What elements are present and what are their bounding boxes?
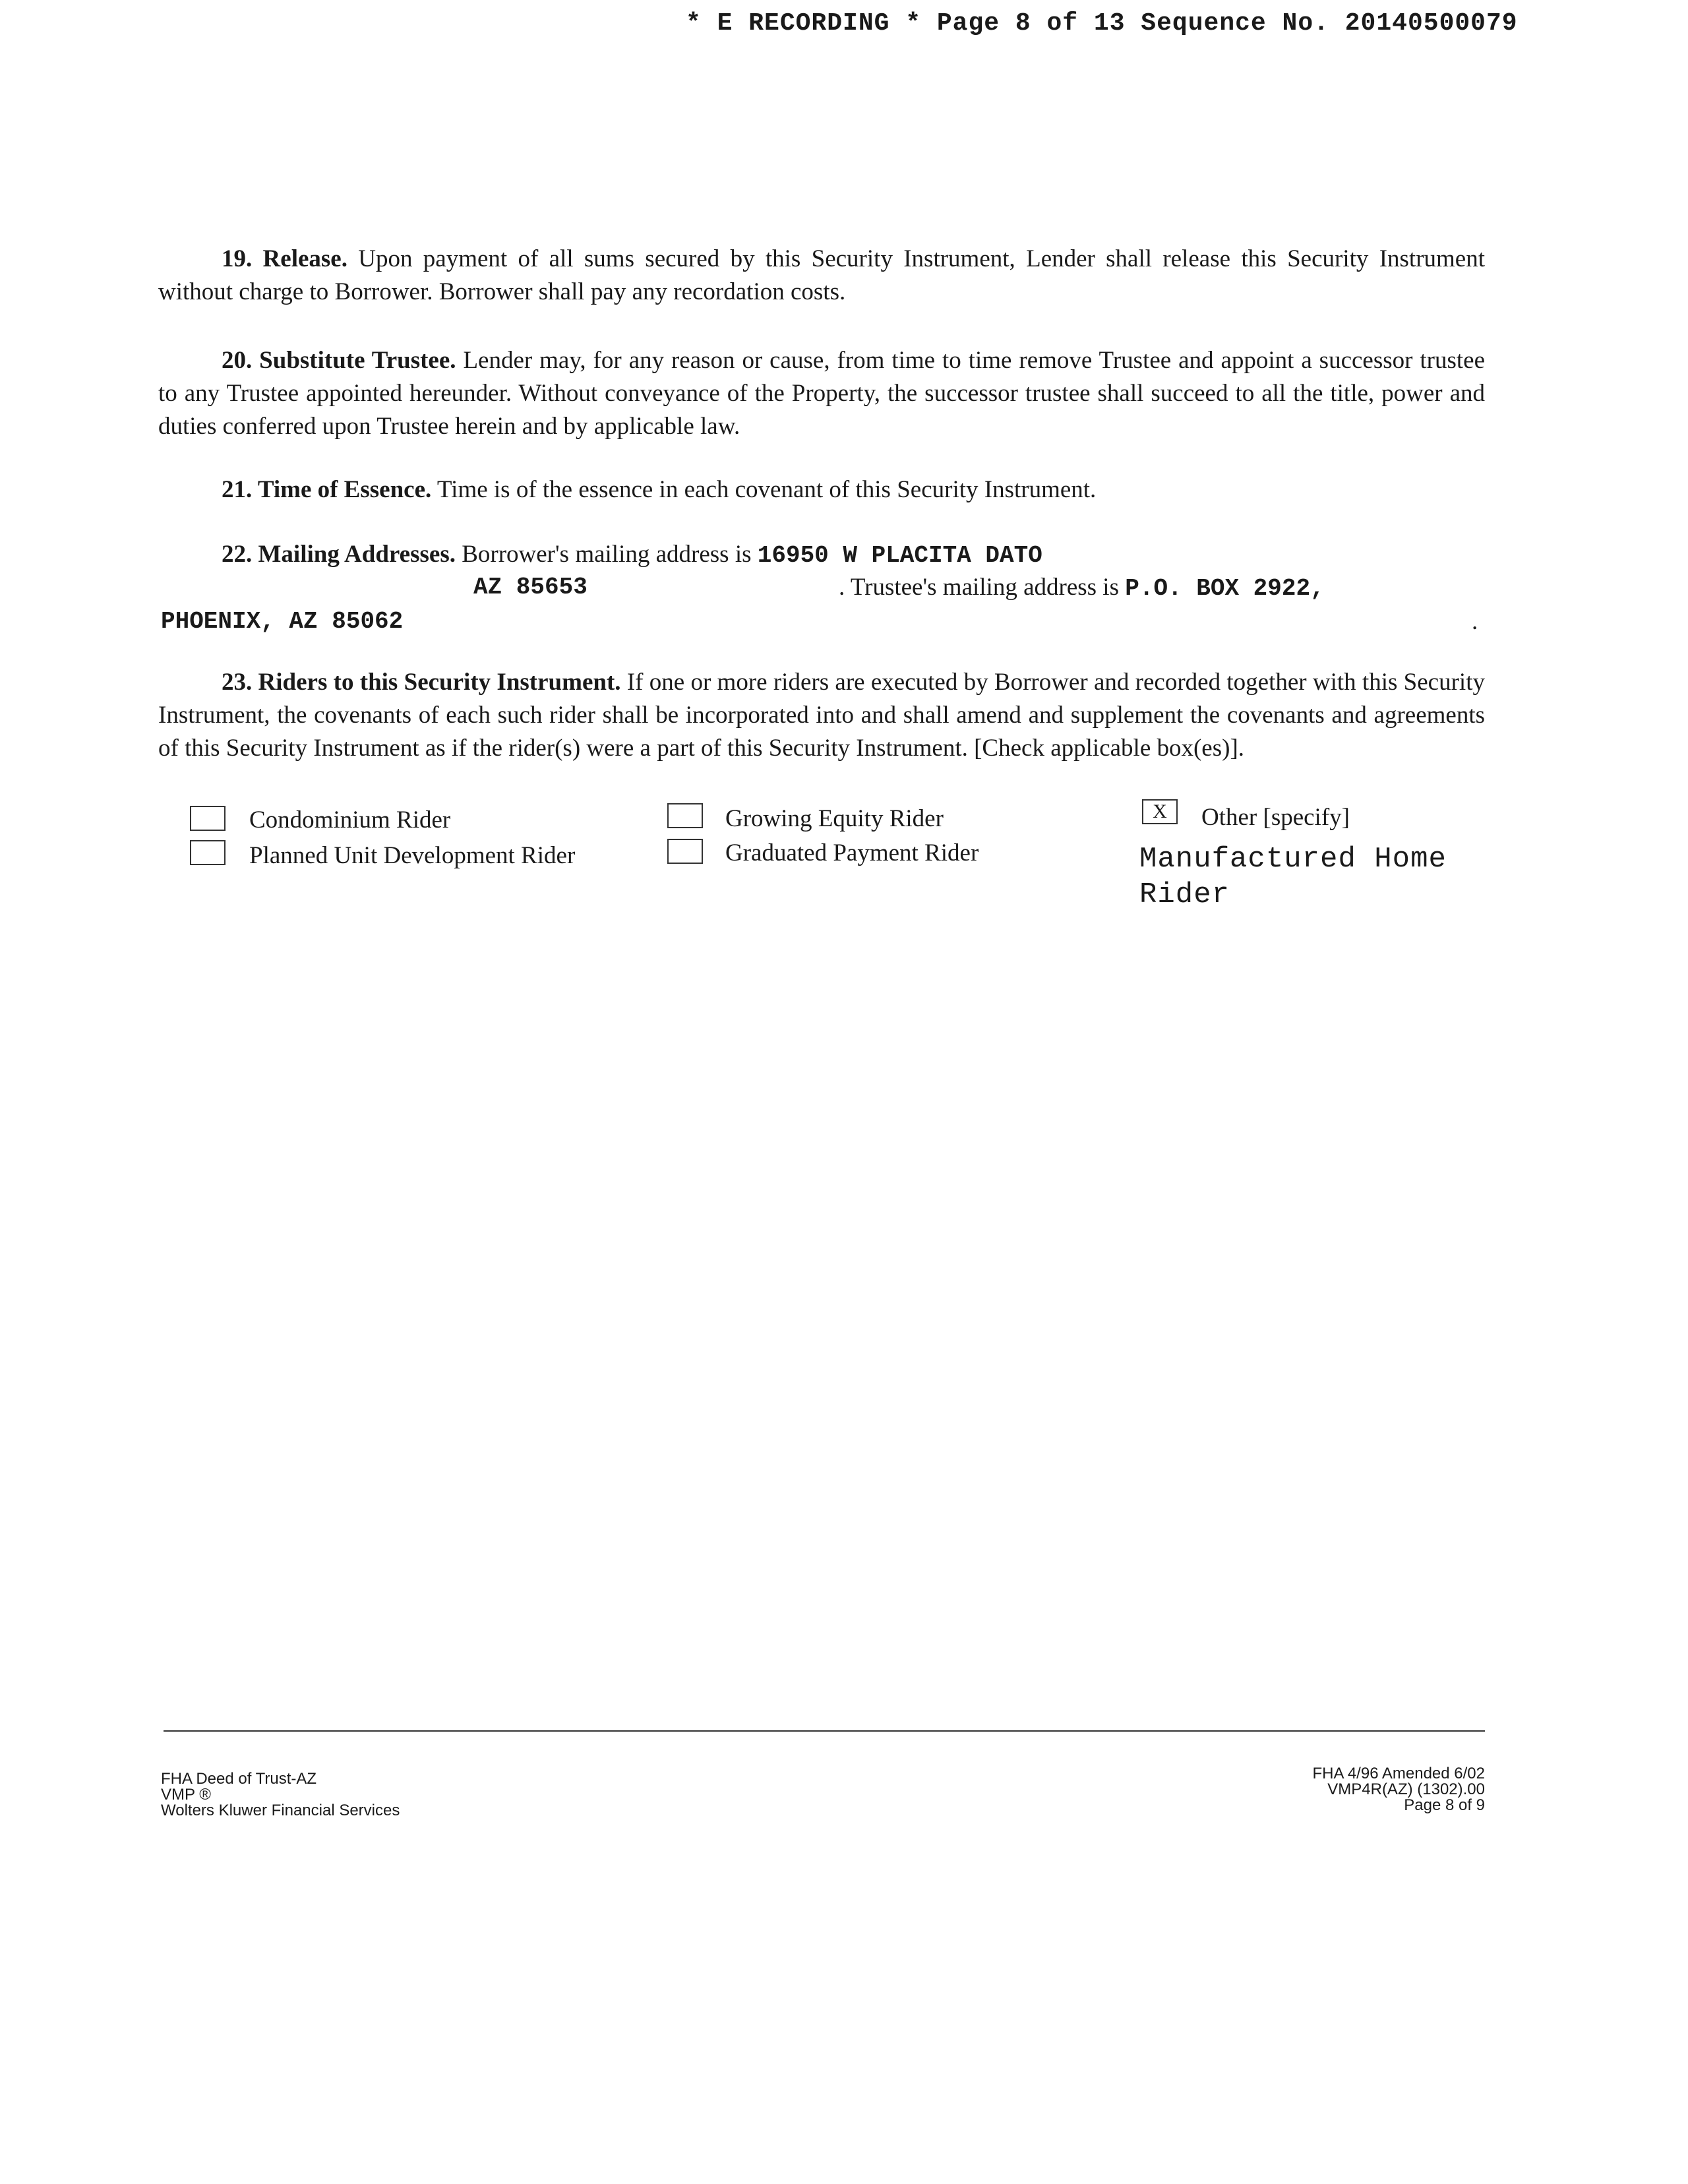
recording-header: * E RECORDING * Page 8 of 13 Sequence No. 20140500079 [686, 9, 1518, 38]
footer-divider [164, 1730, 1485, 1732]
footer-right-block [1253, 1766, 1485, 1813]
borrower-address-intro: Borrower's mailing address is [462, 541, 752, 568]
planned-unit-development-rider-checkbox[interactable] [190, 840, 226, 865]
section-23-text: If one or more riders are executed by Borrower and recorded together with this Security Instrument, the covenants of each such rider shall be incorporated into and shall amend and supplement the covenants and agreements of this Security Instrument as if the rider(s) were a part of this Security Instrument. [Check applicable box(es)]. [158, 669, 1485, 762]
section-22-line1 [222, 539, 1042, 571]
footer-form-name: FHA Deed of Trust-AZ [161, 1770, 317, 1788]
trustee-address-intro: . Trustee's mailing address is [839, 574, 1119, 601]
section-20-substitute-trustee [158, 344, 1485, 443]
section-23-riders [158, 666, 1485, 765]
graduated-payment-rider-label: Graduated Payment Rider [725, 839, 979, 866]
borrower-address-line1: 16950 W PLACITA DATO [757, 542, 1042, 569]
footer-page-number: Page 8 of 9 [1404, 1796, 1485, 1814]
section-22-heading: 22. Mailing Addresses. [222, 541, 456, 568]
trustee-address-row [839, 572, 1325, 604]
growing-equity-rider-label: Growing Equity Rider [725, 805, 944, 832]
address-trailing-period: . [1472, 608, 1478, 635]
section-19-text: Upon payment of all sums secured by this Security Instrument, Lender shall release this Security Instrument without charge to Borrower. Borrower shall pay any recordation costs. [158, 245, 1485, 305]
trustee-address-line2: PHOENIX, AZ 85062 [161, 608, 404, 635]
section-21-heading: 21. Time of Essence. [222, 476, 432, 503]
other-rider-value-line2: Rider [1139, 878, 1230, 911]
growing-equity-rider-checkbox[interactable] [667, 803, 703, 828]
section-19-heading: 19. Release. [222, 245, 347, 272]
condominium-rider-checkbox[interactable] [190, 806, 226, 831]
footer-form-code: VMP4R(AZ) (1302).00 [1327, 1780, 1485, 1798]
section-23-heading: 23. Riders to this Security Instrument. [222, 669, 621, 696]
planned-unit-development-rider-label: Planned Unit Development Rider [249, 842, 576, 869]
condominium-rider-label: Condominium Rider [249, 806, 451, 834]
other-rider-label: Other [specify] [1201, 804, 1350, 831]
trustee-address-line1: P.O. BOX 2922, [1125, 575, 1325, 602]
footer-publisher: Wolters Kluwer Financial Services [161, 1802, 400, 1819]
footer-form-version: FHA 4/96 Amended 6/02 [1312, 1765, 1485, 1782]
other-rider-value-line1: Manufactured Home [1139, 843, 1447, 876]
footer-vmp: VMP ® [161, 1786, 211, 1804]
borrower-address-line2: AZ 85653 [473, 574, 588, 601]
section-21-time-of-essence [158, 473, 1485, 506]
section-20-heading: 20. Substitute Trustee. [222, 347, 456, 374]
section-19-release [158, 243, 1485, 309]
footer-left-block [161, 1771, 400, 1819]
graduated-payment-rider-checkbox[interactable] [667, 839, 703, 864]
section-21-text: Time is of the essence in each covenant of this Security Instrument. [437, 476, 1097, 503]
other-rider-checkbox[interactable]: X [1142, 799, 1178, 824]
section-20-text: Lender may, for any reason or cause, from time to time remove Trustee and appoint a successor trustee to any Trustee appointed hereunder. Without conveyance of the Property, the successor trustee shall succeed to all the title, power and duties conferred upon Trustee herein and by applicable law. [158, 347, 1485, 440]
